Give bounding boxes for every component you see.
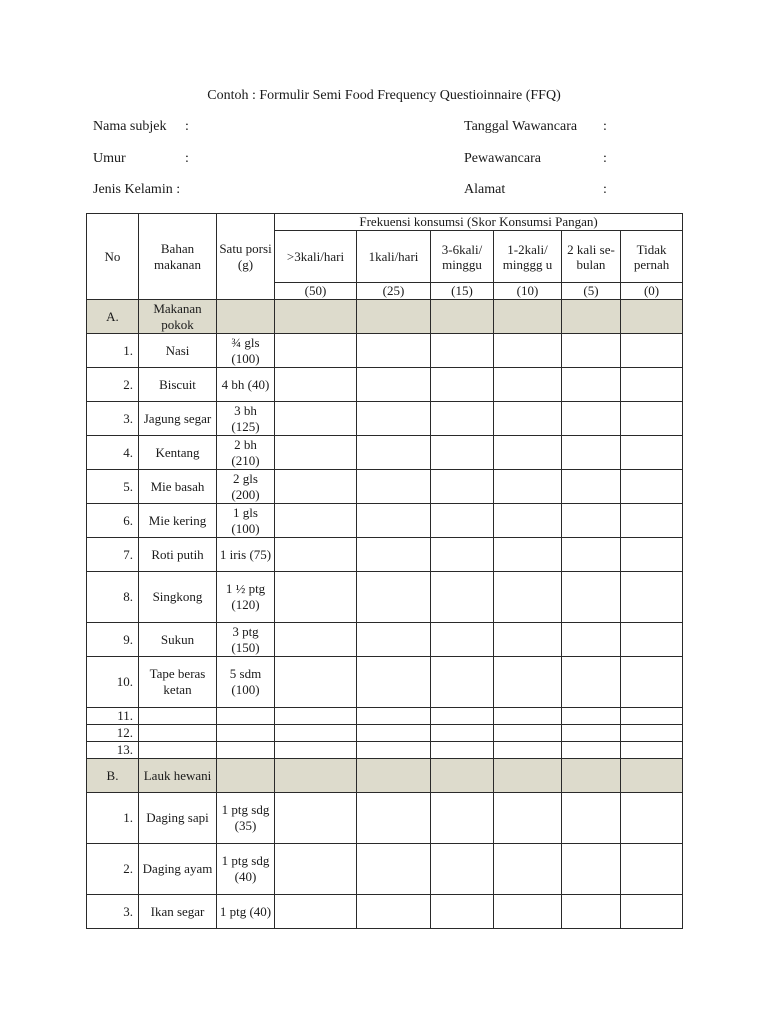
frequency-cell <box>494 334 562 368</box>
header-freq-6: Tidak pernah <box>621 231 683 283</box>
header-freq-4: 1-2kali/ minggg u <box>494 231 562 283</box>
frequency-cell <box>275 623 357 657</box>
frequency-cell <box>494 742 562 759</box>
frequency-cell <box>357 623 431 657</box>
frequency-cell <box>494 708 562 725</box>
header-freq-3: 3-6kali/ minggu <box>431 231 494 283</box>
field-jenis-label: Jenis Kelamin : <box>93 182 181 197</box>
frequency-cell <box>621 368 683 402</box>
frequency-cell <box>562 538 621 572</box>
frequency-cell <box>494 572 562 623</box>
frequency-cell <box>357 300 431 334</box>
food-name: Lauk hewani <box>139 759 217 793</box>
row-number: 1. <box>87 334 139 368</box>
frequency-cell <box>357 436 431 470</box>
food-name: Singkong <box>139 572 217 623</box>
portion-size <box>217 742 275 759</box>
portion-size: 3 ptg (150) <box>217 623 275 657</box>
frequency-cell <box>357 470 431 504</box>
table-row <box>87 368 683 402</box>
food-name: Mie basah <box>139 470 217 504</box>
frequency-cell <box>562 895 621 929</box>
row-number: 4. <box>87 436 139 470</box>
frequency-cell <box>275 895 357 929</box>
frequency-cell <box>621 742 683 759</box>
frequency-cell <box>562 623 621 657</box>
header-freq-5: 2 kali se- bulan <box>562 231 621 283</box>
portion-size: 1 gls (100) <box>217 504 275 538</box>
frequency-cell <box>275 572 357 623</box>
frequency-cell <box>621 623 683 657</box>
frequency-cell <box>621 759 683 793</box>
frequency-cell <box>275 334 357 368</box>
frequency-cell <box>431 402 494 436</box>
frequency-cell <box>494 623 562 657</box>
portion-size <box>217 300 275 334</box>
food-name: Ikan segar <box>139 895 217 929</box>
row-number: 8. <box>87 572 139 623</box>
frequency-cell <box>494 844 562 895</box>
row-number: 3. <box>87 895 139 929</box>
field-umur-label: Umur <box>93 151 126 166</box>
frequency-cell <box>431 436 494 470</box>
table-row <box>87 402 683 436</box>
frequency-cell <box>494 402 562 436</box>
table-row <box>87 504 683 538</box>
frequency-cell <box>621 725 683 742</box>
food-name: Tape beras ketan <box>139 657 217 708</box>
frequency-cell <box>494 538 562 572</box>
frequency-cell <box>562 725 621 742</box>
field-nama-colon: : <box>185 119 189 134</box>
frequency-cell <box>357 657 431 708</box>
table-row <box>87 742 683 759</box>
frequency-cell <box>357 759 431 793</box>
table-row <box>87 538 683 572</box>
portion-size: 1 ptg sdg (40) <box>217 844 275 895</box>
frequency-cell <box>357 402 431 436</box>
frequency-cell <box>562 334 621 368</box>
frequency-cell <box>357 742 431 759</box>
frequency-cell <box>357 844 431 895</box>
frequency-cell <box>275 759 357 793</box>
table-row <box>87 572 683 623</box>
score-3: (15) <box>431 283 494 300</box>
portion-size <box>217 759 275 793</box>
table-row <box>87 334 683 368</box>
row-number: 9. <box>87 623 139 657</box>
frequency-cell <box>621 436 683 470</box>
food-name: Nasi <box>139 334 217 368</box>
section-row <box>87 759 683 793</box>
table-row <box>87 657 683 708</box>
frequency-cell <box>494 368 562 402</box>
row-number: 11. <box>87 708 139 725</box>
header-freq-2: 1kali/hari <box>357 231 431 283</box>
frequency-cell <box>431 793 494 844</box>
row-number: 5. <box>87 470 139 504</box>
frequency-cell <box>275 793 357 844</box>
frequency-cell <box>621 402 683 436</box>
frequency-cell <box>275 725 357 742</box>
row-number: 13. <box>87 742 139 759</box>
portion-size: 1 ptg sdg (35) <box>217 793 275 844</box>
frequency-cell <box>562 742 621 759</box>
frequency-cell <box>494 759 562 793</box>
score-6: (0) <box>621 283 683 300</box>
row-number: 10. <box>87 657 139 708</box>
frequency-cell <box>275 402 357 436</box>
food-name: Makanan pokok <box>139 300 217 334</box>
field-tanggal-colon: : <box>603 119 607 134</box>
header-freq-1: >3kali/hari <box>275 231 357 283</box>
food-name: Roti putih <box>139 538 217 572</box>
portion-size: 4 bh (40) <box>217 368 275 402</box>
frequency-cell <box>431 334 494 368</box>
frequency-cell <box>431 725 494 742</box>
frequency-cell <box>621 793 683 844</box>
ffq-table <box>86 213 683 929</box>
frequency-cell <box>275 470 357 504</box>
frequency-cell <box>562 436 621 470</box>
frequency-cell <box>494 300 562 334</box>
food-name <box>139 725 217 742</box>
header-no: No <box>87 214 139 300</box>
frequency-cell <box>431 368 494 402</box>
food-name: Daging ayam <box>139 844 217 895</box>
header-bahan: Bahan makanan <box>139 214 217 300</box>
frequency-cell <box>431 470 494 504</box>
frequency-cell <box>431 657 494 708</box>
frequency-cell <box>562 844 621 895</box>
frequency-cell <box>431 623 494 657</box>
portion-size: 1 ½ ptg (120) <box>217 572 275 623</box>
frequency-cell <box>357 538 431 572</box>
frequency-cell <box>621 538 683 572</box>
frequency-cell <box>275 504 357 538</box>
frequency-cell <box>562 368 621 402</box>
frequency-cell <box>275 844 357 895</box>
food-name <box>139 708 217 725</box>
portion-size: 2 gls (200) <box>217 470 275 504</box>
frequency-cell <box>431 538 494 572</box>
frequency-cell <box>494 504 562 538</box>
food-name: Daging sapi <box>139 793 217 844</box>
score-5: (5) <box>562 283 621 300</box>
score-1: (50) <box>275 283 357 300</box>
field-pewawancara-label: Pewawancara <box>464 151 541 166</box>
frequency-cell <box>275 742 357 759</box>
portion-size: 2 bh (210) <box>217 436 275 470</box>
frequency-cell <box>621 844 683 895</box>
field-tanggal-label: Tanggal Wawancara <box>464 119 578 134</box>
frequency-cell <box>621 708 683 725</box>
frequency-cell <box>562 402 621 436</box>
frequency-cell <box>431 572 494 623</box>
frequency-cell <box>357 895 431 929</box>
frequency-cell <box>621 504 683 538</box>
frequency-cell <box>494 895 562 929</box>
food-name: Kentang <box>139 436 217 470</box>
frequency-cell <box>431 759 494 793</box>
table-row <box>87 844 683 895</box>
table-row <box>87 725 683 742</box>
table-row <box>87 793 683 844</box>
food-name <box>139 742 217 759</box>
frequency-cell <box>431 742 494 759</box>
table-row <box>87 436 683 470</box>
row-number: 12. <box>87 725 139 742</box>
frequency-cell <box>357 725 431 742</box>
frequency-cell <box>494 657 562 708</box>
frequency-cell <box>357 572 431 623</box>
frequency-cell <box>431 895 494 929</box>
score-4: (10) <box>494 283 562 300</box>
row-number: B. <box>87 759 139 793</box>
table-row <box>87 895 683 929</box>
frequency-cell <box>431 844 494 895</box>
frequency-cell <box>275 436 357 470</box>
portion-size: 5 sdm (100) <box>217 657 275 708</box>
row-number: 7. <box>87 538 139 572</box>
portion-size <box>217 708 275 725</box>
table-row <box>87 623 683 657</box>
frequency-cell <box>431 300 494 334</box>
frequency-cell <box>357 504 431 538</box>
portion-size: 1 ptg (40) <box>217 895 275 929</box>
field-umur-colon: : <box>185 151 189 166</box>
frequency-cell <box>494 725 562 742</box>
frequency-cell <box>621 300 683 334</box>
food-name: Biscuit <box>139 368 217 402</box>
frequency-cell <box>621 572 683 623</box>
frequency-cell <box>357 368 431 402</box>
frequency-cell <box>275 300 357 334</box>
field-alamat-colon: : <box>603 182 607 197</box>
row-number: 6. <box>87 504 139 538</box>
field-pewawancara-colon: : <box>603 151 607 166</box>
header-porsi: Satu porsi (g) <box>217 214 275 300</box>
frequency-cell <box>621 470 683 504</box>
food-name: Mie kering <box>139 504 217 538</box>
food-name: Sukun <box>139 623 217 657</box>
food-name: Jagung segar <box>139 402 217 436</box>
frequency-cell <box>562 300 621 334</box>
frequency-cell <box>562 504 621 538</box>
frequency-cell <box>357 334 431 368</box>
row-number: 3. <box>87 402 139 436</box>
score-2: (25) <box>357 283 431 300</box>
portion-size: 3 bh (125) <box>217 402 275 436</box>
frequency-cell <box>275 708 357 725</box>
row-number: A. <box>87 300 139 334</box>
table-row <box>87 708 683 725</box>
section-row <box>87 300 683 334</box>
frequency-cell <box>275 657 357 708</box>
header-frequency-group: Frekuensi konsumsi (Skor Konsumsi Pangan) <box>275 214 683 231</box>
frequency-cell <box>621 895 683 929</box>
frequency-cell <box>431 708 494 725</box>
frequency-cell <box>562 572 621 623</box>
frequency-cell <box>357 793 431 844</box>
frequency-cell <box>562 657 621 708</box>
table-row <box>87 470 683 504</box>
frequency-cell <box>494 470 562 504</box>
frequency-cell <box>494 793 562 844</box>
frequency-cell <box>621 657 683 708</box>
row-number: 1. <box>87 793 139 844</box>
frequency-cell <box>621 334 683 368</box>
frequency-cell <box>562 759 621 793</box>
form-title: Contoh : Formulir Semi Food Frequency Questioinnaire (FFQ) <box>207 88 561 103</box>
row-number: 2. <box>87 844 139 895</box>
frequency-cell <box>494 436 562 470</box>
frequency-cell <box>562 470 621 504</box>
portion-size <box>217 725 275 742</box>
field-nama-label: Nama subjek <box>93 119 167 134</box>
field-alamat-label: Alamat <box>464 182 506 197</box>
frequency-cell <box>431 504 494 538</box>
portion-size: ¾ gls (100) <box>217 334 275 368</box>
ffq-table-body <box>87 300 683 929</box>
frequency-cell <box>275 538 357 572</box>
frequency-cell <box>562 793 621 844</box>
frequency-cell <box>357 708 431 725</box>
row-number: 2. <box>87 368 139 402</box>
frequency-cell <box>275 368 357 402</box>
frequency-cell <box>562 708 621 725</box>
portion-size: 1 iris (75) <box>217 538 275 572</box>
